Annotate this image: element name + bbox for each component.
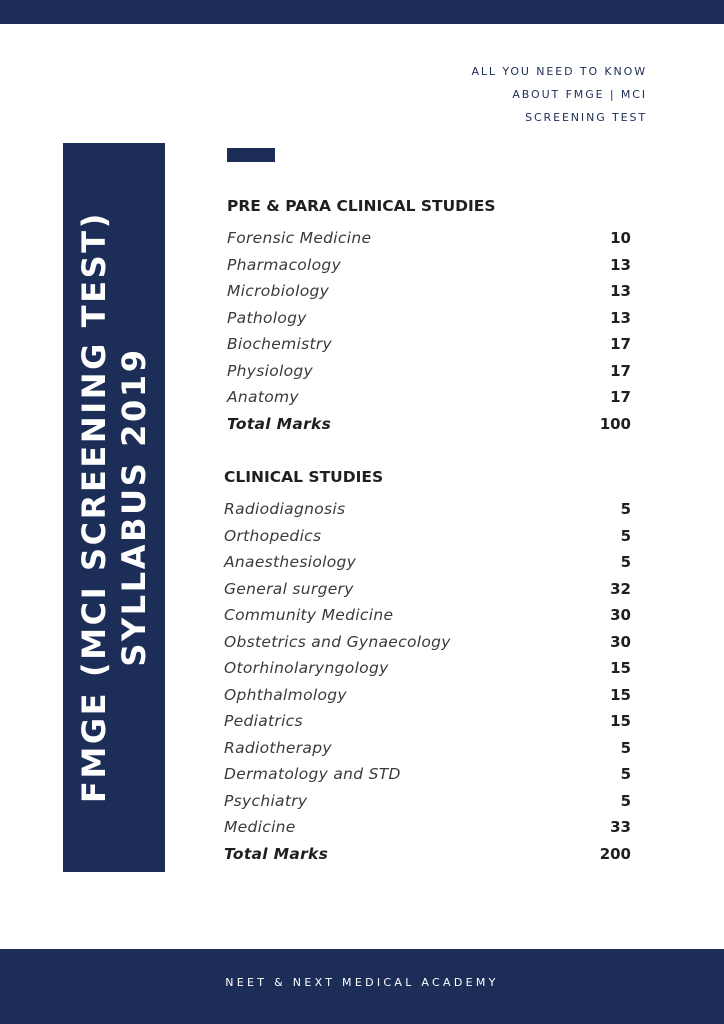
tagline [471, 60, 647, 129]
subject-name: General surgery [224, 579, 354, 598]
subject-marks: 32 [610, 579, 631, 598]
subject-name: Orthopedics [224, 526, 322, 545]
subject-marks: 30 [610, 606, 631, 625]
total-label: Total Marks [227, 414, 332, 433]
subject-marks: 5 [620, 765, 631, 784]
subject-name: Radiodiagnosis [224, 500, 346, 519]
subject-name: Anatomy [227, 388, 299, 407]
table-row [224, 708, 631, 735]
subject-marks: 15 [610, 659, 631, 678]
subject-name: Radiotherapy [224, 738, 332, 757]
tagline-line: SCREENING TEST [525, 111, 647, 124]
subject-name: Psychiatry [224, 791, 308, 810]
footer-bar [0, 949, 724, 1024]
table-row [224, 788, 631, 815]
subject-name: Pediatrics [224, 712, 303, 731]
pre-para-clinical-section [227, 196, 631, 437]
table-row [227, 225, 631, 252]
subject-marks: 10 [610, 229, 631, 248]
subject-name: Ophthalmology [224, 685, 347, 704]
table-row [224, 761, 631, 788]
table-row [224, 655, 631, 682]
subject-name: Pharmacology [227, 255, 342, 274]
table-row [224, 576, 631, 603]
subject-marks: 13 [610, 255, 631, 274]
subject-name: Biochemistry [227, 335, 333, 354]
table-row [224, 629, 631, 656]
subject-name: Anaesthesiology [224, 553, 357, 572]
vertical-title [63, 143, 165, 872]
subject-name: Dermatology and STD [224, 765, 401, 784]
table-row [224, 682, 631, 709]
vertical-title-line-2: SYLLABUS 2019 [115, 347, 153, 667]
table-row [224, 602, 631, 629]
subject-marks: 15 [610, 685, 631, 704]
table-row [227, 305, 631, 332]
subject-name: Obstetrics and Gynaecology [224, 632, 451, 651]
total-row [227, 411, 631, 438]
subject-marks: 5 [620, 791, 631, 810]
section-title: PRE & PARA CLINICAL STUDIES [227, 197, 496, 215]
tagline-line: ALL YOU NEED TO KNOW [471, 65, 647, 78]
subject-marks: 15 [610, 712, 631, 731]
subject-name: Medicine [224, 818, 296, 837]
table-row [224, 814, 631, 841]
subject-marks: 13 [610, 282, 631, 301]
table-row [227, 358, 631, 385]
accent-bar [227, 148, 275, 162]
section-title: CLINICAL STUDIES [224, 468, 384, 486]
subject-marks: 5 [620, 500, 631, 519]
table-row [227, 252, 631, 279]
total-label: Total Marks [224, 844, 329, 863]
table-row [227, 384, 631, 411]
subject-marks: 30 [610, 632, 631, 651]
subject-name: Physiology [227, 361, 314, 380]
table-row [224, 523, 631, 550]
table-row [227, 278, 631, 305]
subject-name: Otorhinolaryngology [224, 659, 389, 678]
total-row [224, 841, 631, 868]
subject-marks: 17 [610, 361, 631, 380]
subject-marks: 17 [610, 388, 631, 407]
subject-marks: 5 [620, 738, 631, 757]
tagline-line: ABOUT FMGE | MCI [512, 88, 647, 101]
subject-name: Forensic Medicine [227, 229, 372, 248]
subject-marks: 33 [610, 818, 631, 837]
clinical-section [224, 467, 631, 867]
total-marks: 200 [599, 844, 631, 863]
subject-name: Pathology [227, 308, 307, 327]
table-row [224, 735, 631, 762]
top-bar [0, 0, 724, 24]
subject-marks: 5 [620, 553, 631, 572]
vertical-title-banner [63, 143, 165, 872]
subject-marks: 5 [620, 526, 631, 545]
vertical-title-line-1: FMGE (MCI SCREENING TEST) [75, 211, 113, 803]
footer-text: NEET & NEXT MEDICAL ACADEMY [225, 976, 499, 989]
table-row [224, 496, 631, 523]
subject-name: Microbiology [227, 282, 330, 301]
subject-name: Community Medicine [224, 606, 394, 625]
total-marks: 100 [599, 414, 631, 433]
subject-marks: 13 [610, 308, 631, 327]
subject-marks: 17 [610, 335, 631, 354]
table-row [227, 331, 631, 358]
table-row [224, 549, 631, 576]
